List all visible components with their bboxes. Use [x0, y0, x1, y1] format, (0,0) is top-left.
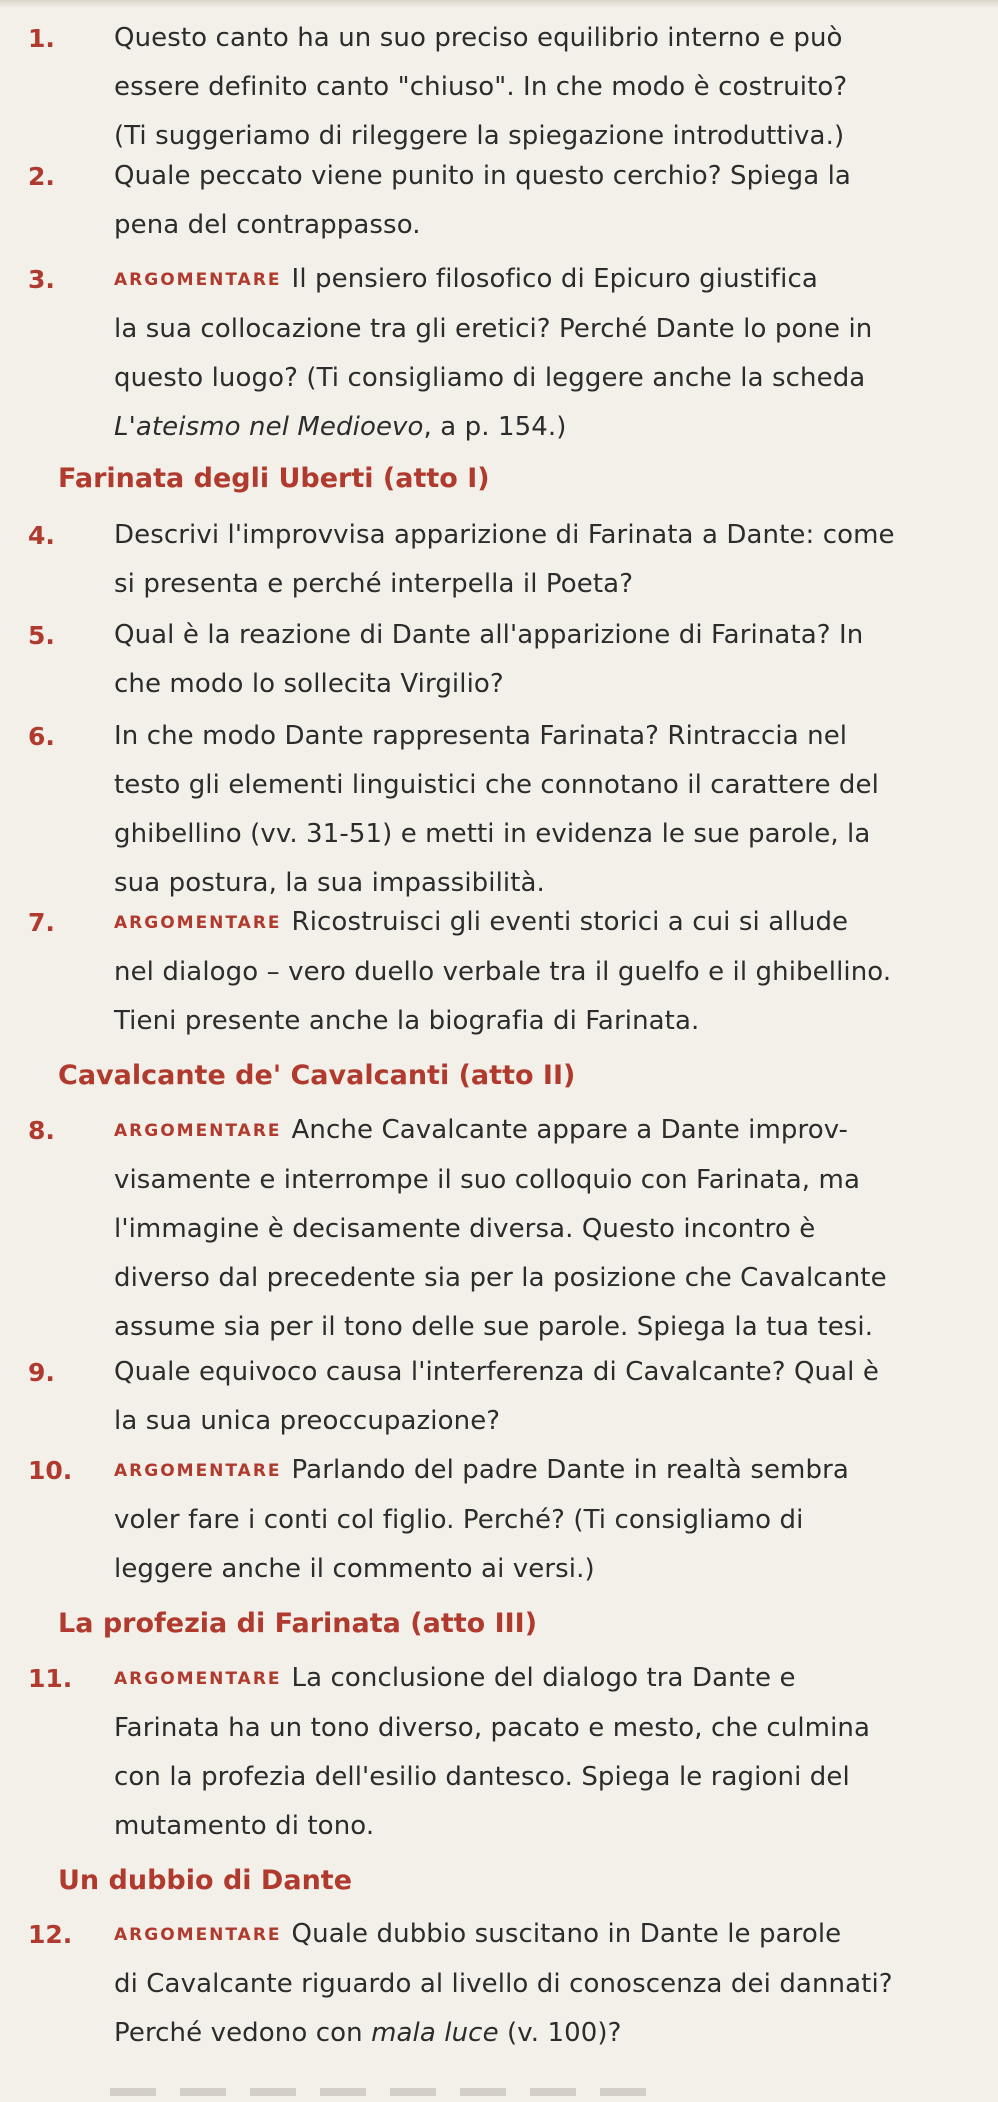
question-number: 10.: [28, 1456, 73, 1485]
question-number: 6.: [28, 722, 55, 751]
question-number: 12.: [28, 1920, 73, 1949]
section-heading-cavalcante: Cavalcante de' Cavalcanti (atto II): [58, 1060, 576, 1091]
question-text-line: la sua unica preoccupazione?: [114, 1406, 501, 1436]
scheda-title: L'ateismo nel Medioevo: [114, 412, 424, 442]
question-11: [28, 1654, 988, 1851]
question-text-line: nel dialogo – vero duello verbale tra il guelfo e il ghibellino.: [114, 957, 892, 987]
argomentare-tag: ARGOMENTARE: [114, 1121, 282, 1141]
question-text-line: Perché vedono con: [114, 2018, 372, 2048]
question-text-line: Quale peccato viene punito in questo cerchio? Spiega la: [114, 161, 851, 191]
section-heading-profezia: La profezia di Farinata (atto III): [58, 1608, 538, 1639]
question-text-line: Descrivi l'improvvisa apparizione di Farinata a Dante: come: [114, 520, 895, 550]
question-text-line: Anche Cavalcante appare a Dante improv-: [291, 1115, 849, 1145]
question-text-line: Il pensiero filosofico di Epicuro giustifica: [291, 264, 818, 294]
question-number: 9.: [28, 1358, 55, 1387]
question-6: [28, 712, 988, 908]
question-text-line: mutamento di tono.: [114, 1811, 375, 1841]
question-text-line: Parlando del padre Dante in realtà sembra: [291, 1455, 849, 1485]
section-heading-farinata: Farinata degli Uberti (atto I): [58, 463, 490, 494]
question-text-line: essere definito canto "chiuso". In che modo è costruito?: [114, 72, 848, 102]
question-text-line: che modo lo sollecita Virgilio?: [114, 669, 504, 699]
question-text-line: , a p. 154.): [423, 412, 567, 442]
question-text-line: (v. 100)?: [498, 2018, 622, 2048]
question-7: [28, 898, 988, 1046]
question-text-line: la sua collocazione tra gli eretici? Perché Dante lo pone in: [114, 314, 873, 344]
question-number: 3.: [28, 265, 55, 294]
question-text-line: assume sia per il tono delle sue parole. Spiega la tua tesi.: [114, 1312, 874, 1342]
question-text-line: con la profezia dell'esilio dantesco. Spiega le ragioni del: [114, 1762, 850, 1792]
question-text-line: si presenta e perché interpella il Poeta?: [114, 569, 634, 599]
question-text-line: Ricostruisci gli eventi storici a cui si allude: [291, 907, 849, 937]
question-text-line: visamente e interrompe il suo colloquio con Farinata, ma: [114, 1165, 860, 1195]
question-text-line: Quale dubbio suscitano in Dante le parole: [291, 1919, 842, 1949]
question-text-line: La conclusione del dialogo tra Dante e: [291, 1663, 796, 1693]
question-text-line: ghibellino (vv. 31-51) e metti in evidenza le sue parole, la: [114, 819, 871, 849]
question-text-line: Questo canto ha un suo preciso equilibrio interno e può: [114, 23, 843, 53]
question-text-line: l'immagine è decisamente diversa. Questo incontro è: [114, 1214, 816, 1244]
argomentare-tag: ARGOMENTARE: [114, 1925, 282, 1945]
question-number: 2.: [28, 162, 55, 191]
question-text-line: Tieni presente anche la biografia di Farinata.: [114, 1006, 700, 1036]
question-12: [28, 1910, 988, 2058]
quoted-phrase: mala luce: [371, 2018, 499, 2048]
question-text-line: diverso dal precedente sia per la posizione che Cavalcante: [114, 1263, 887, 1293]
question-2: [28, 152, 988, 250]
cut-off-next-line: [110, 2088, 650, 2096]
question-3: [28, 255, 988, 452]
question-number: 4.: [28, 521, 55, 550]
argomentare-tag: ARGOMENTARE: [114, 270, 282, 290]
question-text-line: questo luogo? (Ti consigliamo di leggere anche la scheda: [114, 363, 866, 393]
question-4: [28, 511, 988, 609]
question-text-line: pena del contrappasso.: [114, 210, 421, 240]
question-number: 8.: [28, 1116, 55, 1145]
question-5: [28, 611, 988, 709]
question-10: [28, 1446, 988, 1594]
question-number: 7.: [28, 908, 55, 937]
question-number: 5.: [28, 621, 55, 650]
question-text-line: Quale equivoco causa l'interferenza di Cavalcante? Qual è: [114, 1357, 879, 1387]
question-text-line: voler fare i conti col figlio. Perché? (Ti consigliamo di: [114, 1505, 804, 1535]
question-8: [28, 1106, 988, 1352]
argomentare-tag: ARGOMENTARE: [114, 1669, 282, 1689]
question-text-line: (Ti suggeriamo di rileggere la spiegazione introduttiva.): [114, 121, 845, 151]
question-9: [28, 1348, 988, 1446]
question-number: 1.: [28, 24, 55, 53]
question-text-line: Farinata ha un tono diverso, pacato e mesto, che culmina: [114, 1713, 871, 1743]
page-top-edge: [0, 0, 998, 8]
question-text-line: Qual è la reazione di Dante all'apparizione di Farinata? In: [114, 620, 864, 650]
question-text-line: leggere anche il commento ai versi.): [114, 1554, 595, 1584]
argomentare-tag: ARGOMENTARE: [114, 913, 282, 933]
question-text-line: di Cavalcante riguardo al livello di conoscenza dei dannati?: [114, 1969, 893, 1999]
question-text-line: sua postura, la sua impassibilità.: [114, 868, 545, 898]
question-1: [28, 14, 988, 161]
question-number: 11.: [28, 1664, 73, 1693]
section-heading-dubbio: Un dubbio di Dante: [58, 1865, 353, 1896]
question-text-line: testo gli elementi linguistici che connotano il carattere del: [114, 770, 879, 800]
argomentare-tag: ARGOMENTARE: [114, 1461, 282, 1481]
question-text-line: In che modo Dante rappresenta Farinata? Rintraccia nel: [114, 721, 848, 751]
